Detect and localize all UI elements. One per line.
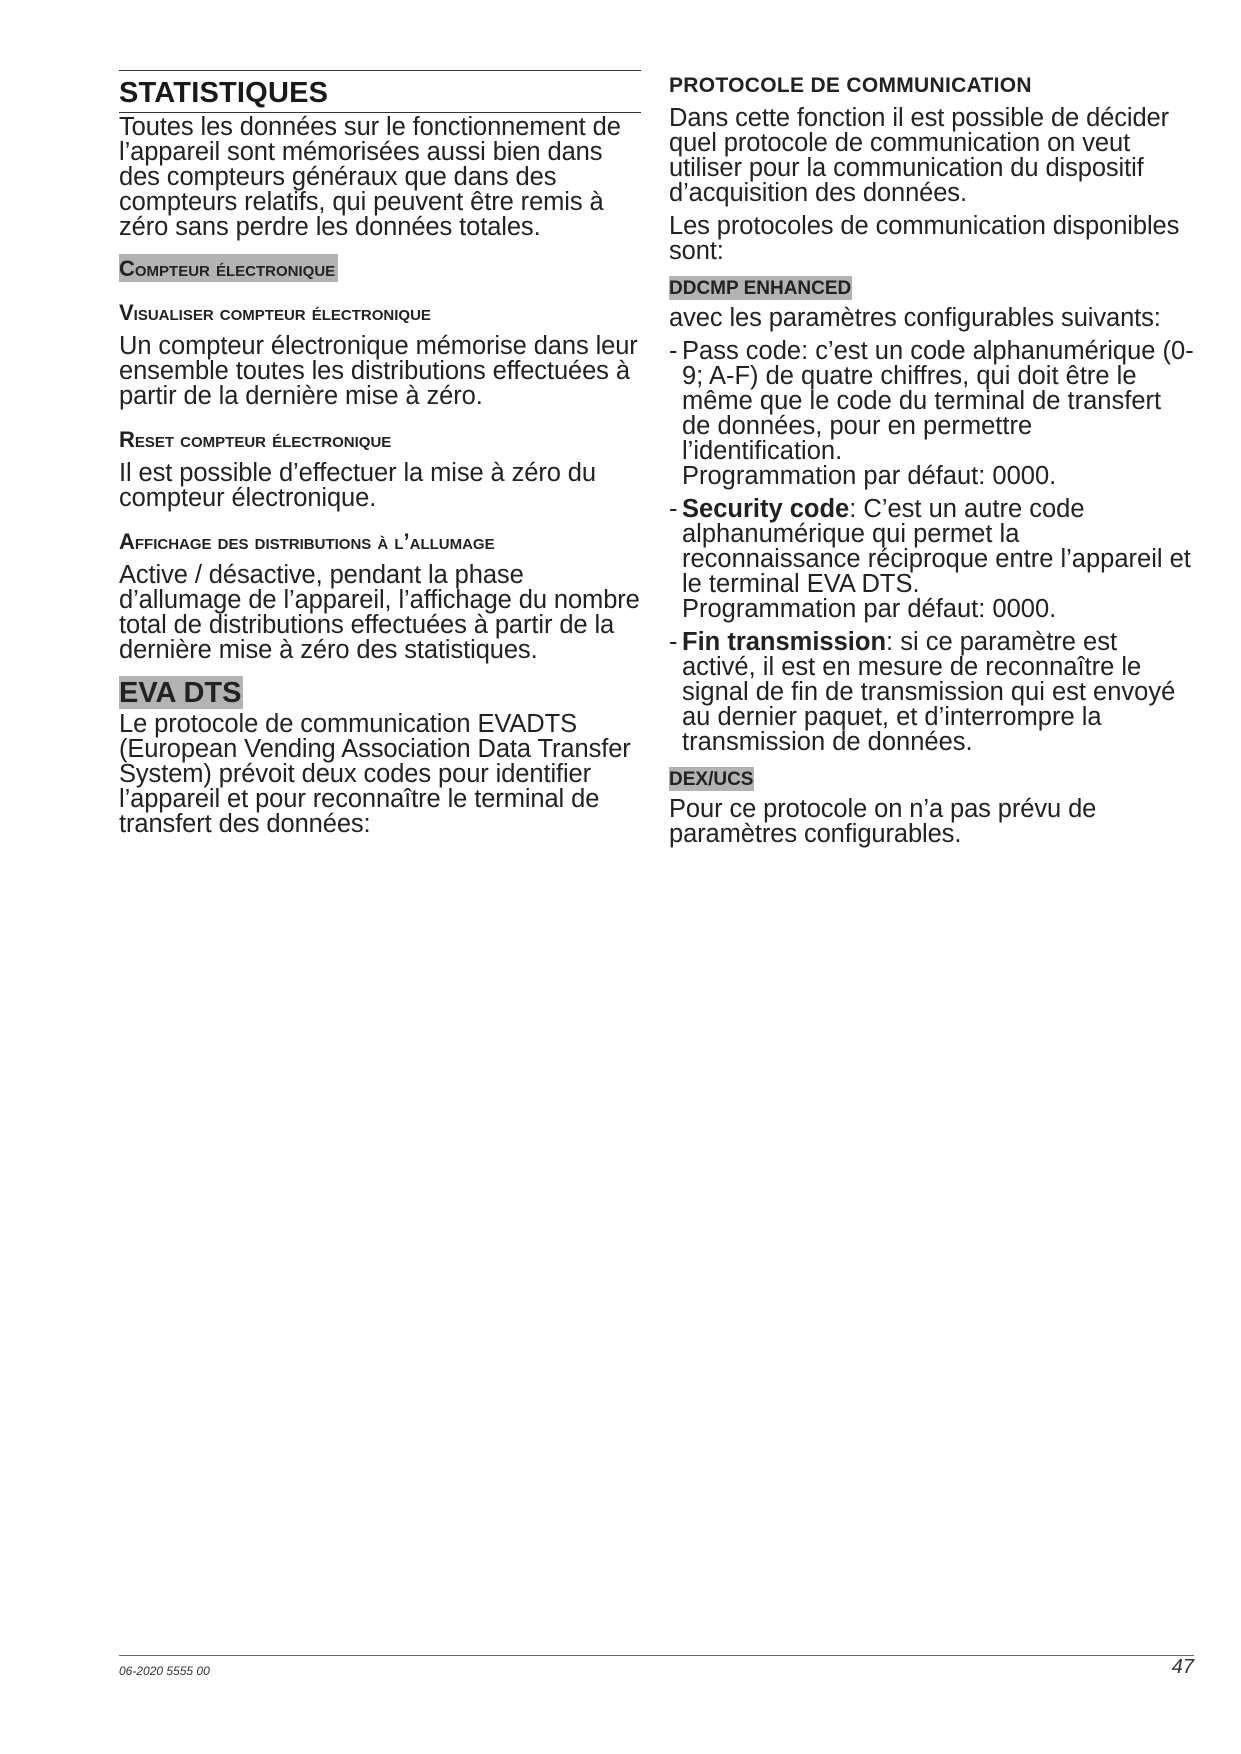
compteur-heading-label: Compteur électronique: [119, 254, 338, 282]
left-column: [119, 70, 641, 845]
bullet-dash: -: [669, 628, 678, 656]
affichage-heading: Affichage des distributions à l’allumage: [119, 529, 495, 554]
eva-paragraph: Le protocole de communication EVADTS (European Vending Association Data Transfer System) prévoit deux codes pour identifier l’appareil et pour reconnaître le terminal de transfert des données:: [119, 710, 631, 838]
bullet-pass-code: [669, 339, 1194, 489]
visualiser-heading: Visualiser compteur électronique: [119, 300, 431, 325]
bullet-default: Programmation par défaut: 0000.: [682, 595, 1057, 623]
bullet-bold: Security code: [682, 495, 850, 523]
dex-paragraph: Pour ce protocole on n’a pas prévu de paramètres configurables.: [669, 795, 1097, 848]
protocole-paragraph-2: Les protocoles de communication disponibles sont:: [669, 212, 1180, 265]
right-column: [669, 70, 1194, 855]
section-title: STATISTIQUES: [119, 77, 329, 109]
ddcmp-tag: [669, 278, 1194, 300]
footer-page-number: 47: [1171, 1656, 1194, 1678]
bullet-bold: Fin transmission: [682, 628, 887, 656]
bullet-dash: -: [669, 337, 678, 365]
bullet-default: Programmation par défaut: 0000.: [682, 462, 1057, 490]
visualiser-paragraph: Un compteur électronique mémorise dans leur ensemble toutes les distributions effectuées à partir de la dernière mise à zéro.: [119, 332, 638, 410]
dex-tag-label: DEX/UCS: [669, 769, 754, 790]
protocole-paragraph-1: Dans cette fonction il est possible de décider quel protocole de communication on veut utiliser pour la communication du dispositif d’acquisition des données.: [669, 104, 1170, 207]
protocole-heading: PROTOCOLE DE COMMUNICATION: [669, 74, 1032, 97]
ddcmp-tag-label: DDCMP ENHANCED: [669, 278, 852, 299]
bullet-security-code: [669, 497, 1194, 622]
affichage-paragraph: Active / désactive, pendant la phase d’allumage de l’appareil, l’affichage du nombre total de distributions effectuées à partir de la dernière mise à zéro des statistiques.: [119, 561, 640, 664]
bullet-text: : C’est un autre code alphanumérique qui permet la reconnaissance réciproque entre l’appareil et le terminal EVA DTS.: [682, 495, 1191, 598]
ddcmp-paragraph: avec les paramètres configurables suivants:: [669, 304, 1161, 332]
intro-paragraph: Toutes les données sur le fonctionnement de l’appareil sont mémorisées aussi bien dans des compteurs généraux que dans des compteurs relatifs, qui peuvent être remis à zéro sans perdre les données totales.: [119, 113, 621, 241]
bullet-text: Pass code: c’est un code alphanumérique (0-9; A-F) de quatre chiffres, qui doit être le même que le code du terminal de transfert de données, pour en permettre l’identification.: [682, 337, 1194, 465]
bullet-text: : si ce paramètre est activé, il est en mesure de reconnaître le signal de fin de transmission qui est envoyé au dernier paquet, et d’interrompre la transmission de données.: [682, 628, 1176, 756]
bullet-fin-transmission: [669, 630, 1194, 755]
eva-title: [119, 677, 641, 710]
dex-tag: [669, 769, 1194, 791]
footer-doc-code: 06-2020 5555 00: [119, 1664, 210, 1678]
reset-paragraph: Il est possible d’effectuer la mise à zéro du compteur électronique.: [119, 459, 596, 512]
compteur-heading: [119, 256, 641, 282]
section-title-block: [119, 70, 641, 113]
eva-title-label: EVA DTS: [119, 677, 242, 709]
footer-divider: [119, 1655, 1194, 1656]
reset-heading: Reset compteur électronique: [119, 427, 392, 452]
bullet-dash: -: [669, 495, 678, 523]
